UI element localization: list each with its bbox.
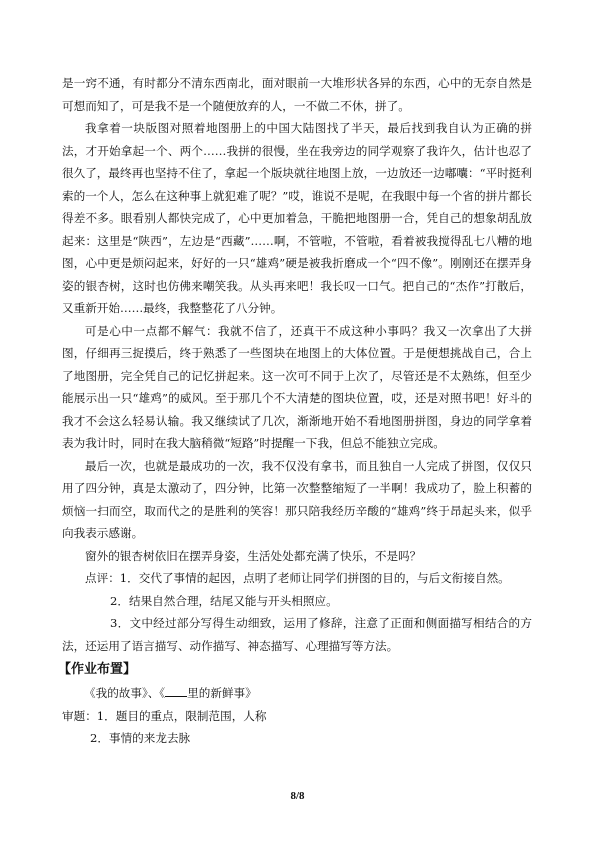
topics-suffix: 里的新鲜事》	[187, 686, 257, 700]
topic-blank	[165, 684, 187, 697]
page-number: 8/8	[290, 790, 305, 802]
comment-point-2: 2．结果自然合理，结尾又能与开头相照应。	[110, 593, 338, 608]
document-page	[58, 72, 532, 750]
paragraph-5: 窗外的银杏树依旧在摆弄身姿，生活处处都充满了快乐，不是吗？	[85, 548, 422, 563]
paragraph-2: 我拿着一块版图对照着地图册上的中国大陆图找了半天，最后找到我自认为正确的拼法，才开始拿起一个、两个……我拼的很慢，坐在我旁边的同学观察了我许久，估计也忍了很久了，最终再也坚持不住了，拿起一个版块就往地图上放，一边放还一边嘟囔：“平时挺利索的一个人，怎么在这种事上就犯难了呢？”哎，谁说不是呢，在我眼中每一个省的拼片都长得差不多。眼看别人都快完成了，心中更加着急，干脆把地图册一合，凭自己的想象胡乱放起来：这里是“陕西”，左边是“西藏”……啊，不管啦，不管啦，看着被我搅得乱七八糟的地图，心中更是烦闷起来，好好的一只“雄鸡”硬是被我折磨成一个“四不像”。刚刚还在摆弄身姿的银杏树，这时也仿佛来嘲笑我。从头再来吧！我长叹一口气。把自己的“杰作”打散后，又重新开始……最终，我整整花了八分钟。	[62, 121, 532, 315]
paragraph-3: 可是心中一点都不解气：我就不信了，还真干不成这种小事吗？我又一次拿出了大拼图，仔细再三捉摸后，终于熟悉了一些图块在地图上的大体位置。于是便想挑战自己，合上了地图册，完全凭自己的记忆拼起来。这一次可不同于上次了，尽管还是不太熟练，但至少能展示出一只“雄鸡”的威风。至于那几个不大清楚的图块位置，哎，还是对照书吧！好斗的我才不会这么轻易认输。我又继续试了几次，渐渐地开始不看地图册拼图，身边的同学拿着表为我计时，同时在我大脑稍微“短路”时提醒一下我，但总不能独立完成。	[62, 323, 532, 450]
homework-topics	[62, 682, 532, 705]
comment-point-3: 3．文中经过部分写得生动细致，运用了修辞，注意了正面和侧面描写相结合的方法，还运用了语言描写、动作描写、神态描写、心理描写等方法。	[62, 616, 532, 653]
topics-prefix: 《我的故事》、《	[84, 686, 166, 700]
comment-point-1: 点评：1．交代了事情的起因，点明了老师让同学们拼图的目的，与后文衔接自然。	[85, 571, 510, 585]
review-item-2: 2．事情的来龙去脉	[90, 731, 191, 745]
paragraph-4: 最后一次，也就是最成功的一次，我不仅没有拿书，而且独自一人完成了拼图，仅仅只用了四分钟，真是太激动了，四分钟，比第一次整整缩短了一半啊！我成功了，脸上积蓄的烦恼一扫而空，取而代之的是胜利的笑容！那只陪我经历辛酸的“雄鸡”终于昂起头来，似乎向我表示感谢。	[62, 458, 532, 540]
homework-heading: 【作业布置】	[58, 662, 137, 677]
paragraph-1: 是一窍不通，有时都分不清东西南北，面对眼前一大堆形状各异的东西，心中的无奈自然是可想而知了，可是我不是一个随便放弃的人，一不做二不休，拼了。	[62, 76, 532, 113]
review-item-1: 审题：1．题目的重点，限制范围，人称	[62, 708, 267, 723]
